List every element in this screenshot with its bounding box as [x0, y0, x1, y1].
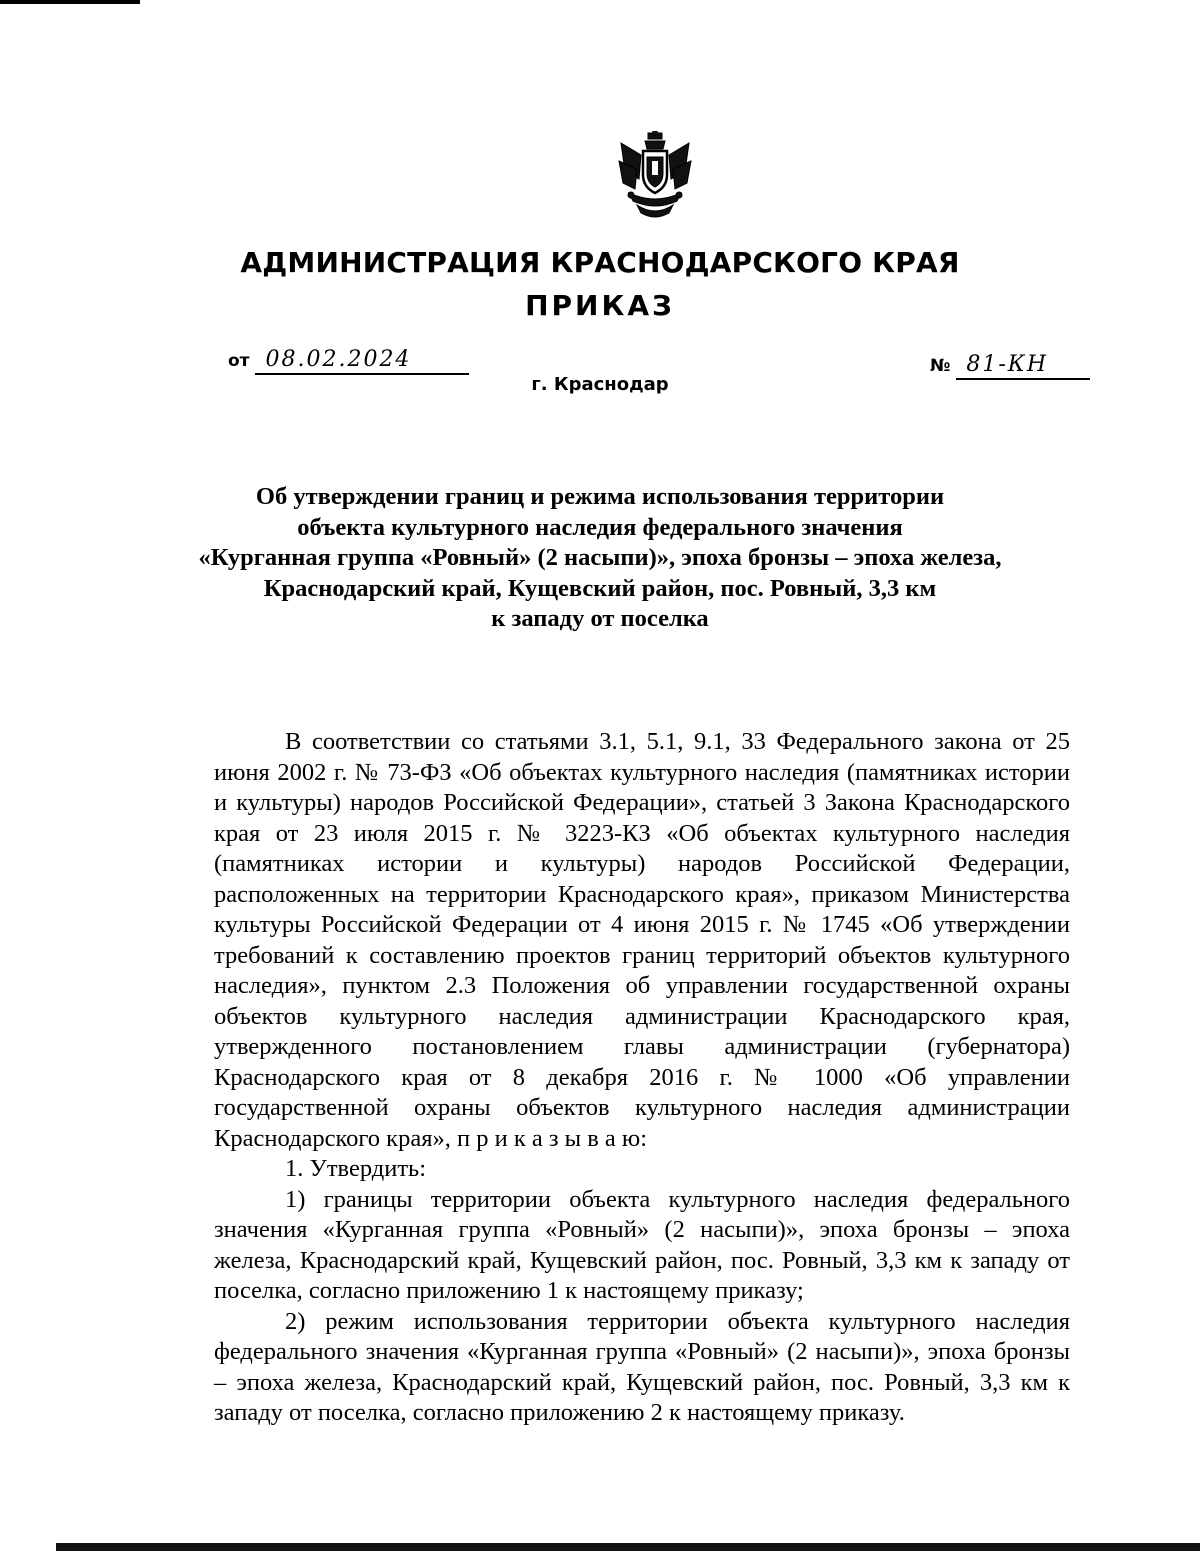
item-1-paragraph: 1. Утвердить: [285, 1155, 427, 1182]
title-line: «Курганная группа «Ровный» (2 насыпи)», эпоха бронзы – эпоха железа, [198, 544, 1002, 571]
document-body [214, 727, 1070, 1429]
scan-edge-mark-top [0, 0, 140, 4]
item-1-1-paragraph: 1) границы территории объекта культурного наследия федерального значения «Курганная группа «Ровный» (2 насыпи)», эпоха бронзы – эпоха железа, Краснодарский край, Кущевский район, пос. Ровный, 3,3 км к западу от поселка, согласно приложению 1 к настоящему приказу; [214, 1185, 1070, 1304]
handwritten-document-number: 81-КН [956, 352, 1090, 380]
document-date-line [228, 347, 469, 375]
preamble-paragraph: В соответствии со статьями 3.1, 5.1, 9.1, 33 Федерального закона от 25 июня 2002 г. № 73-ФЗ «Об объектах культурного наследия (памятниках истории и культуры) народов Российской Федерации», статьей 3 Закона Краснодарского края от 23 июля 2015 г. № 3223-КЗ «Об объектах культурного наследия (памятниках истории и культуры) народов Российской Федерации, расположенных на территории Краснодарского края», приказом Министерства культуры Российской Федерации от 4 июня 2015 г. № 1745 «Об утверждении требований к составлению проектов границ территорий объектов культурного наследия», пунктом 2.3 Положения об управлении государственной охраны объектов культурного наследия администрации Краснодарского края, утвержденного постановлением главы администрации (губернатора) Краснодарского края от 8 декабря 2016 г. № 1000 «Об управлении государственной охраны объектов культурного наследия администрации Краснодарского края», п р и к а з ы в а ю: [214, 728, 1070, 1152]
document-type-heading: ПРИКАЗ [525, 289, 675, 322]
document-title [180, 482, 1020, 635]
number-prefix: № [930, 356, 951, 376]
handwritten-date: 08.02.2024 [255, 347, 469, 375]
document-city: г. Краснодар [531, 374, 669, 395]
organization-name: АДМИНИСТРАЦИЯ КРАСНОДАРСКОГО КРАЯ [240, 246, 960, 279]
document-number-line [930, 352, 1090, 380]
krasnodar-coat-of-arms-icon [617, 131, 693, 219]
title-line: Об утверждении границ и режима использования территории [255, 483, 945, 510]
date-prefix: от [228, 351, 250, 371]
item-1-2-paragraph: 2) режим использования территории объекта культурного наследия федерального значения «Курганная группа «Ровный» (2 насыпи)», эпоха бронзы – эпоха железа, Краснодарский край, Кущевский район, пос. Ровный, 3,3 км к западу от поселка, согласно приложению 2 к настоящему приказу. [214, 1307, 1070, 1426]
title-line: Краснодарский край, Кущевский район, пос. Ровный, 3,3 км [263, 574, 937, 602]
scan-edge-mark-bottom [56, 1543, 1200, 1551]
title-line: к западу от поселка [491, 605, 709, 632]
title-line: объекта культурного наследия федерального значения [297, 513, 903, 541]
